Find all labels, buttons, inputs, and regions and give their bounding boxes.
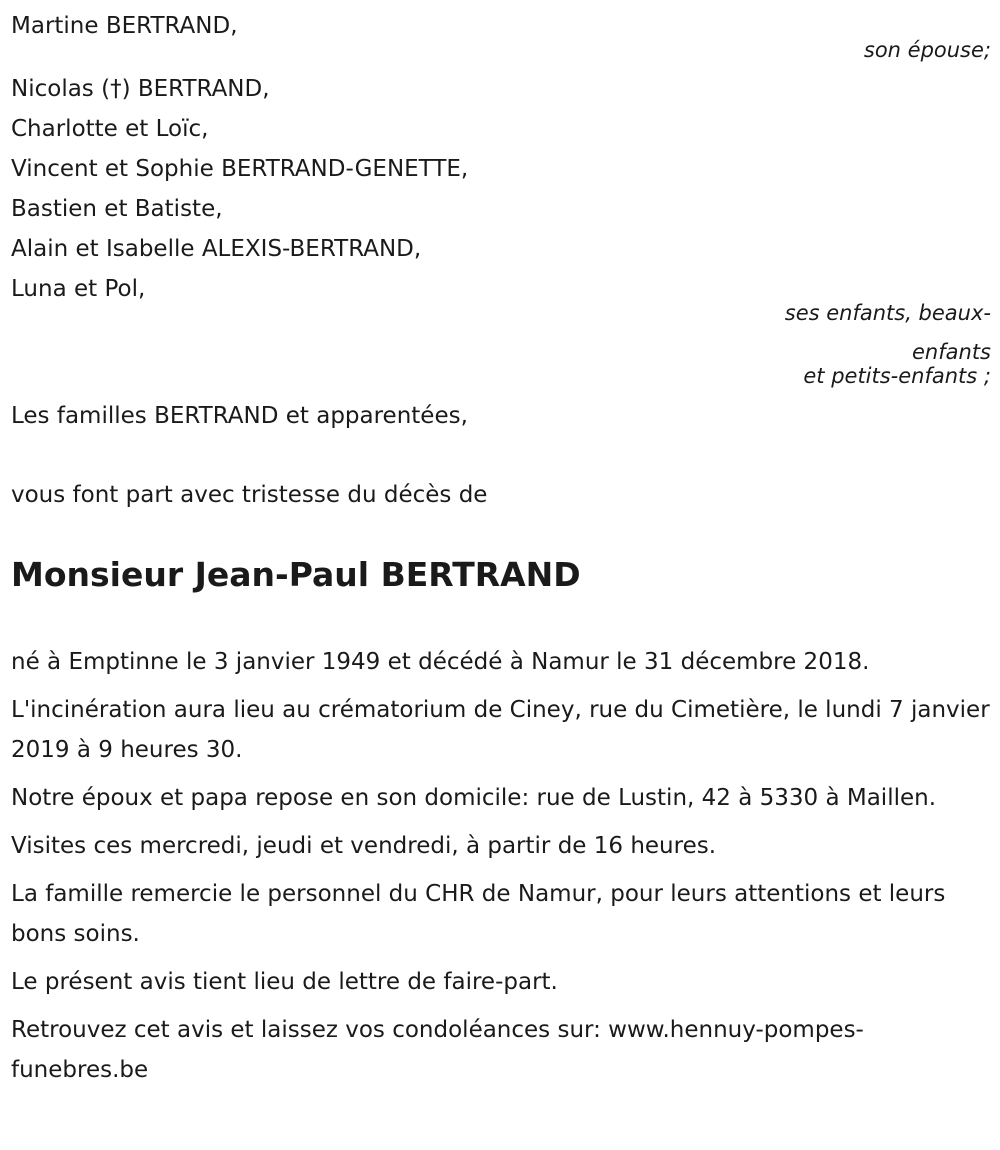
- spouse-name: Martine BERTRAND,: [11, 13, 238, 39]
- visits-paragraph: Visites ces mercredi, jeudi et vendredi, à partir de 16 heures.: [11, 833, 717, 859]
- family-member-line: Luna et Pol,: [11, 276, 146, 302]
- resting-place-paragraph: Notre époux et papa repose en son domicile: rue de Lustin, 42 à 5330 à Maillen.: [11, 785, 937, 811]
- spouse-role: son épouse;: [863, 38, 991, 62]
- cremation-paragraph: L'incinération aura lieu au crématorium de Ciney, rue du Cimetière, le lundi 7 janvier 2019 à 9 heures 30.: [11, 697, 990, 763]
- children-role-line3: et petits-enfants ;: [803, 364, 991, 388]
- deceased-name: Monsieur Jean-Paul BERTRAND: [11, 555, 581, 594]
- notice-paragraph: Le présent avis tient lieu de lettre de faire-part.: [11, 969, 558, 995]
- family-member-line: Bastien et Batiste,: [11, 196, 223, 222]
- details-section: [11, 642, 991, 1098]
- birth-death-paragraph: né à Emptinne le 3 janvier 1949 et décédé à Namur le 31 décembre 2018.: [11, 649, 870, 675]
- children-role-line1: ses enfants, beaux-: [784, 301, 991, 325]
- family-member-line: Alain et Isabelle ALEXIS-BERTRAND,: [11, 236, 422, 262]
- condolences-paragraph: Retrouvez cet avis et laissez vos condoléances sur: www.hennuy-pompes-funebres.be: [11, 1017, 864, 1083]
- thanks-paragraph: La famille remercie le personnel du CHR de Namur, pour leurs attentions et leurs bons soins.: [11, 881, 946, 947]
- families-line: Les familles BERTRAND et apparentées,: [11, 403, 468, 429]
- family-member-line: Vincent et Sophie BERTRAND-GENETTE,: [11, 156, 469, 182]
- children-list: [11, 69, 468, 309]
- family-member-line: Charlotte et Loïc,: [11, 116, 209, 142]
- announcement-line: vous font part avec tristesse du décès de: [11, 482, 488, 508]
- children-role-line2: enfants: [912, 340, 991, 364]
- family-member-line: Nicolas (†) BERTRAND,: [11, 76, 270, 102]
